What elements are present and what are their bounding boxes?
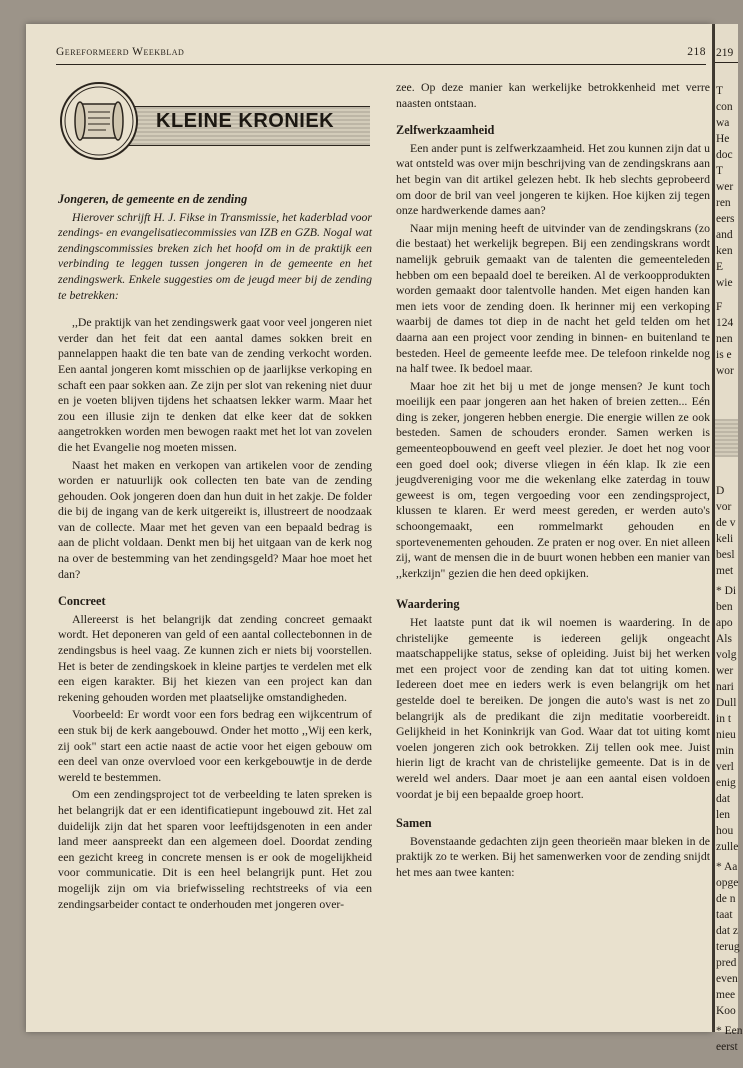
paragraph: Een ander punt is zelfwerkzaamheid. Het zou kunnen zijn dat u wat ontsteld was over mijn beschrijving van de zendingskrans aan het begin van dit artikel gelezen hebt. Ik heb slechts geprobeerd om door de bril van veel jongeren te kijken. Hoe kijken zij tegen onze hardwerkende dames aan? — [396, 140, 710, 218]
next-page-fragment: He — [716, 133, 730, 145]
next-page-fragment: taat — [716, 909, 733, 921]
subheading-zelfwerkzaamheid: Zelfwerkzaamheid — [396, 123, 495, 138]
paragraph: Naast het maken en verkopen van artikelen voor de zending worden er natuurlijk ook collecten ten bate van de zending gehouden. Ook jongeren doen dan hun duit in het zakje. De folder die bij de ingang van de kerk uitgereikt is, illustreert de noodzaak van de collecte. Maar met het geven van een bepaald bedrag is aan de plicht voldaan. Denkt men bij het uitgaan van de kerk nog na over de bestemming van het zendingsgeld? Maar hoe moet het dan? — [58, 457, 372, 581]
next-page-fragment: T — [716, 85, 724, 97]
next-page-fragment: mee — [716, 989, 736, 1001]
next-page-fragment: * Aa — [716, 861, 738, 873]
next-page-fragment: wor — [716, 365, 734, 377]
page-number: 218 — [687, 46, 706, 58]
next-page-fragment: wer — [716, 665, 734, 677]
next-page-fragment: wer — [716, 181, 734, 193]
next-page-fragment: enig — [716, 777, 736, 789]
next-page-fragment: besl — [716, 549, 735, 561]
next-page-fragment: wa — [716, 117, 730, 129]
next-page-fragment: hou — [716, 825, 734, 837]
next-page-fragment: and — [716, 229, 733, 241]
next-page-fragment: vor — [716, 501, 732, 513]
next-page-fragment: eerst — [716, 1041, 738, 1053]
publication-title: Gereformeerd Weekblad — [56, 46, 185, 58]
next-page-number: 219 — [716, 47, 734, 59]
next-page-fragment: nieu — [716, 729, 736, 741]
right-column — [396, 80, 710, 883]
next-page-fragment: min — [716, 745, 734, 757]
next-page-fragment: verl — [716, 761, 734, 773]
scroll-emblem-icon — [58, 80, 140, 162]
paragraph: Maar hoe zit het bij u met de jonge mensen? Je kunt toch moeilijk een paar jongeren aan het haken of breien zetten... Eén ding is zeker, jongeren hebben energie. Die energie willen ze ook besteden. Samen de schouders eronder. Samen werken is gemeenteopbouwend en geeft veel plezier. Je doet het nog voor een goed doel ook; diverse vliegen in één klap. Ik zie een jeugdvereniging voor me die wekenlang elke zaterdag in touw geweest is om, tegen vergoeding voor een zendingsproject, klussen te klaren. Er werd meest gereden, er werden auto's schoongemaakt, een rommelmarkt gehouden en sportevenementen gehouden. Ze praten er nog over. En niet alleen zij, want de mensen die in de buurt wonen hebben een manier van ,,kerkzijn" gezien die hen deed opkijken. — [396, 378, 710, 580]
next-page-fragment: nari — [716, 681, 734, 693]
next-page-fragment: wie — [716, 277, 733, 289]
paragraph: Naar mijn mening heeft de uitvinder van de zendingskrans (zo die bestaat) het werkelijk begrepen. Bij een zendingskrans wordt namelijk gebruik gemaakt van de talenten die gemeenteleden hebben om een bepaald doel te bereiken. Al de verkoopprodukten worden gemaakt door talentvolle handen. Met eigen handen kan men iets voor de zending doen. Ik herinner mij een verkoping waarbij de dames tot diep in de nacht het geld telden om het daarna aan een project voor zending in binnen- en buitenland te besteden. Heel de gemeente leefde mee. De telefoon rinkelde nog na half twee. Ik bedoel maar. — [396, 220, 710, 376]
next-page-fragment: de n — [716, 893, 736, 905]
next-page-fragment: met — [716, 565, 734, 577]
running-header — [56, 44, 706, 65]
next-page-fragment: apo — [716, 617, 733, 629]
next-page-fragment: volg — [716, 649, 737, 661]
next-page-fragment: opge — [716, 877, 739, 889]
subheading-waardering: Waardering — [396, 597, 460, 612]
paragraph: Het laatste punt dat ik wil noemen is waardering. In de christelijke gemeente is iedereen gelijk ongeacht maatschappelijke status, sekse of opleiding. Juist bij het werken met een project voor de zending kan dat tot uiting komen. Iedereen doet mee en ieders werk is even belangrijk om het gestelde doel te bereiken. De jongen die auto's wast is net zo belangrijk als de predikant die zijn meditatie voorbereidt. Gelijkheid in het Koninkrijk van God. Waar dat tot uiting komt voelen jongeren zich ook betrokken. Zij tellen ook mee. Juist hierin ligt de kracht van de christelijke gemeente. Dat is in de wereld wel anders. Daar moet je aan een aantal eisen voldoen voordat je bij een bepaalde groep hoort. — [396, 615, 710, 801]
paragraph: Om een zendingsproject tot de verbeelding te laten spreken is het belangrijk dat er een identificatiepunt ingebouwd zit. Het zal duidelijk zijn dat het sparen voor leeftijdsgenoten in een ander land meer aanspreekt dan een algemeen doel. Doordat zending een gezicht kreeg in concrete mensen is er ook de mogelijkheid voor communicatie. Dit is een heel belangrijk punt. Het zou mogelijk zijn om via briefwisseling rechtstreeks of via een zendingsarbeider contact te onderhouden met jongeren over- — [58, 787, 372, 911]
next-masthead-band — [715, 419, 738, 457]
section-masthead — [58, 80, 372, 180]
next-page-fragment: de v — [716, 517, 736, 529]
paragraph: Allereerst is het belangrijk dat zending concreet gemaakt wordt. Het deponeren van geld of een aantal collectebonnen in de zendingsbus is heel vaag. Ze kunnen zich er niets bij voorstellen. Het is beter de zendingskoek in kleine partjes te verdelen met elk een eigen karakter. Bij het kiezen van een project kan dan rekening gehouden worden met plaatselijke omstandigheden. — [58, 611, 372, 704]
next-page-fragment: doc — [716, 149, 733, 161]
next-page-fragment: F — [716, 301, 723, 313]
intro-paragraph: Hierover schrijft H. J. Fikse in Transmissie, het kaderblad voor zendings- en evangelisatiecommissies van IZB en GZB. Nogal wat zendingscommissies breken zich het hoofd om in de praktijk een verbinding te leggen tussen jongeren in de gemeente en het zendingswerk. Enkele suggesties om de jeugd meer bij de zending te betrekken: — [58, 209, 372, 302]
next-page-fragment: terug — [716, 941, 740, 953]
subheading-concreet: Concreet — [58, 594, 106, 609]
next-page-fragment: eers — [716, 213, 735, 225]
next-page-fragment: nen — [716, 333, 733, 345]
next-page-fragment: dat — [716, 793, 731, 805]
next-page-fragment: zulle — [716, 841, 739, 853]
paragraph: zee. Op deze manier kan werkelijke betrokkenheid met verre naasten ontstaan. — [396, 80, 710, 110]
article-heading: Jongeren, de gemeente en de zending — [58, 192, 248, 206]
next-page-fragment: pred — [716, 957, 737, 969]
paragraph: Voorbeeld: Er wordt voor een fors bedrag een wijkcentrum of een stuk bij de kerk aangebouwd. Onder het motto ,,Wij een kerk, zij ook" start een actie naast de actie voor het eigen gebouw om een deel van onze overvloed voor een kerkgebouwtje in de derde wereld te bestemmen. — [58, 707, 372, 784]
paragraph: Bovenstaande gedachten zijn geen theorieën maar bleken in de praktijk zo te werken. Bij het samenwerken voor de zending snijdt het mes aan twee kanten: — [396, 833, 710, 879]
left-column — [58, 80, 372, 914]
next-page-fragment: ben — [716, 601, 733, 613]
next-page-fragment: keli — [716, 533, 734, 545]
next-page-fragment: is e — [716, 349, 732, 361]
next-page-fragment: T — [716, 165, 724, 177]
next-header-rule — [715, 62, 738, 63]
next-page-fragment: E — [716, 261, 724, 273]
masthead-band — [126, 106, 370, 146]
next-page-fragment: D — [716, 485, 725, 497]
next-page-fragment: in t — [716, 713, 732, 725]
masthead-title: KLEINE KRONIEK — [156, 110, 335, 132]
paragraph: ,,De praktijk van het zendingswerk gaat voor veel jongeren niet verder dan het feit dat een aantal dames sokken breit en pannelappen haakt die ten bate van de zending verkocht worden. Een aantal jongeren komt misschien op de jaarlijkse verkoping en schaft een paar sokken aan. Ze zijn per slot van rekening niet duur en je voeten blijven tijdens het schaatsen lekker warm. Maar het zou een illusie zijn te denken dat elke keer dat de sokken aangetrokken worden men bewogen raakt met het lot van zovelen die het Evangelie nog moeten missen. — [58, 315, 372, 454]
next-page-fragment: Dull — [716, 697, 737, 709]
next-page-fragment: con — [716, 101, 733, 113]
next-page-fragment: even — [716, 973, 738, 985]
next-page-fragment: ren — [716, 197, 731, 209]
article-intro — [58, 210, 372, 304]
next-page-fragment: 124 — [716, 317, 734, 329]
article-quote — [58, 315, 372, 582]
next-page-fragment: Koo — [716, 1005, 736, 1017]
next-page-fragment: * Een — [716, 1025, 743, 1037]
next-page-fragment: ken — [716, 245, 733, 257]
next-page-fragment: dat z — [716, 925, 739, 937]
next-page-fragment: * Di — [716, 585, 737, 597]
next-page-fragment: len — [716, 809, 731, 821]
next-page-fragment: Als — [716, 633, 732, 645]
next-page-edge — [715, 24, 743, 1053]
subheading-samen: Samen — [396, 816, 432, 831]
magazine-page — [26, 24, 712, 1032]
